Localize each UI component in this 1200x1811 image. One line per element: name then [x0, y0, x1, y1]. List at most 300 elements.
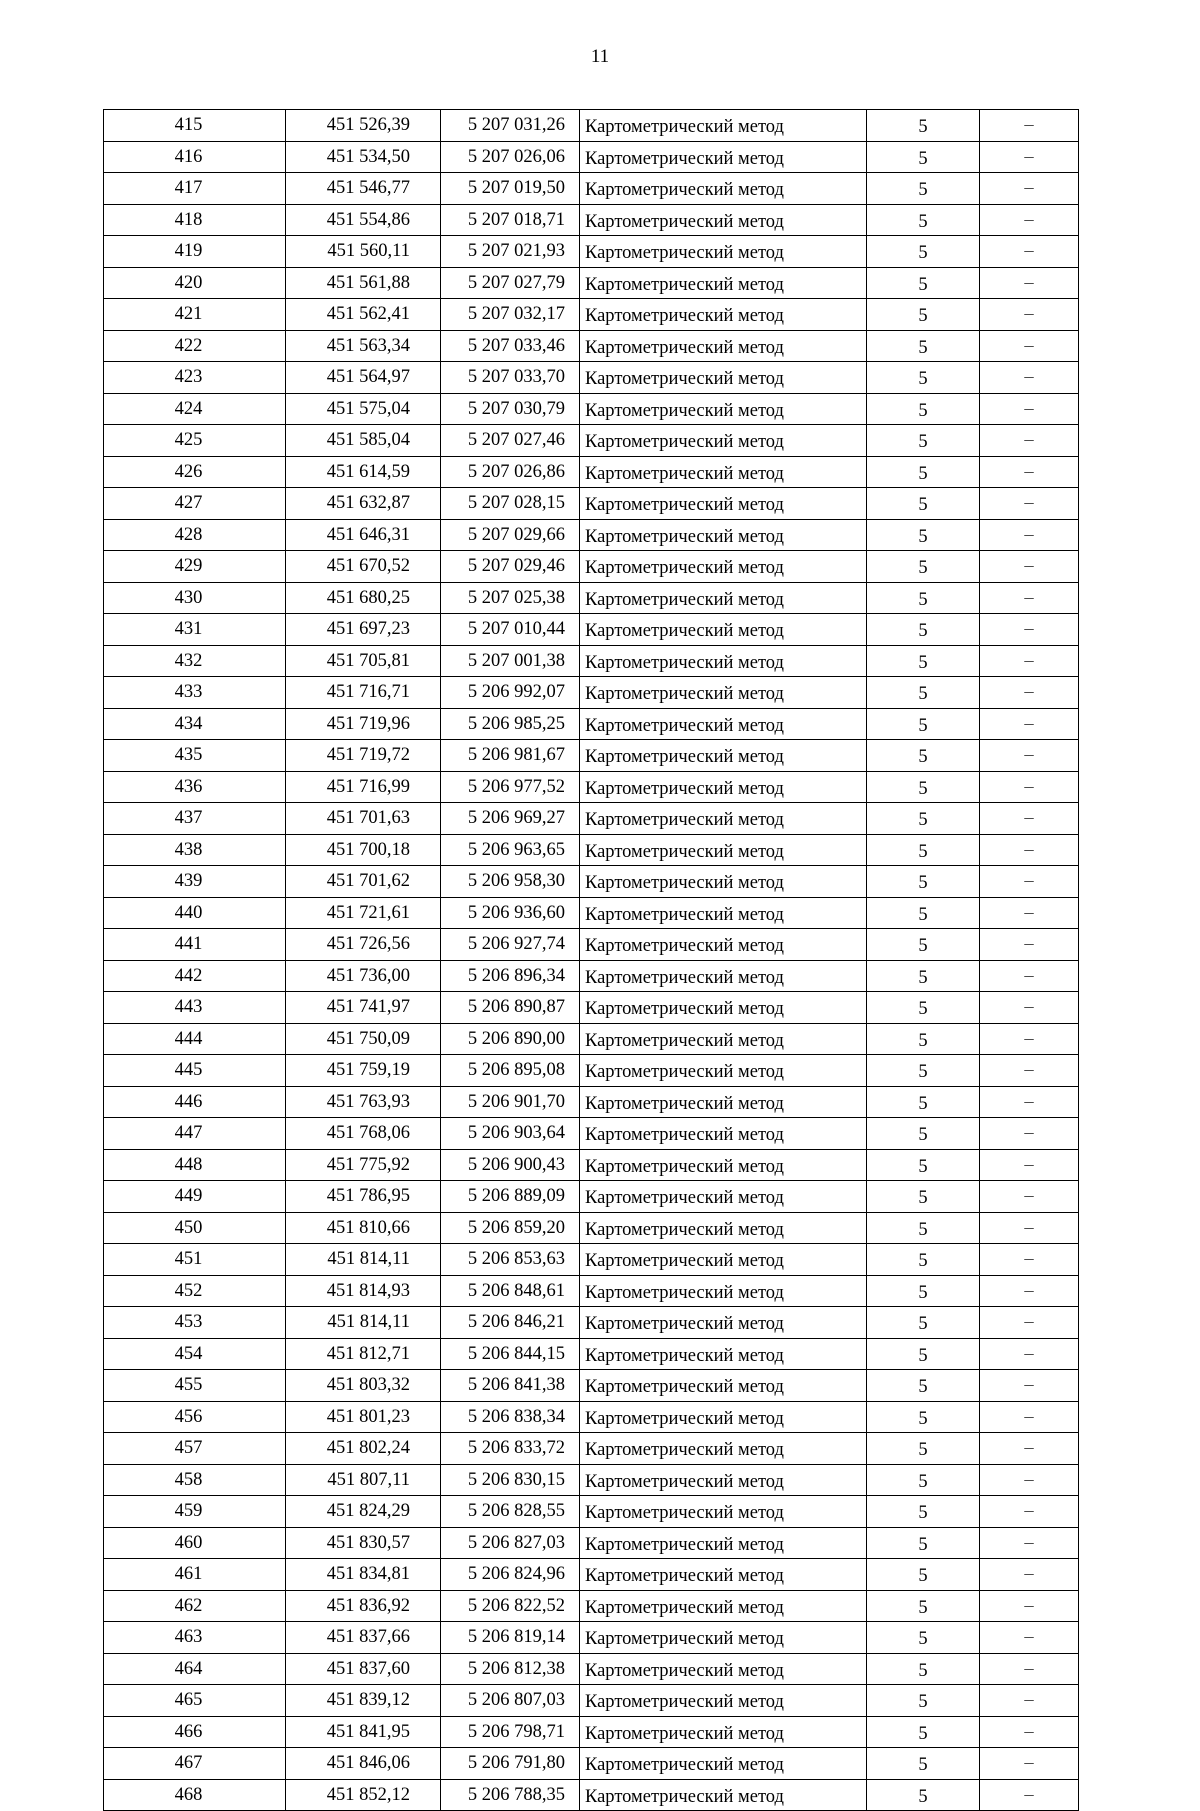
note-cell: –	[980, 1307, 1079, 1339]
method-cell: Картометрический метод	[580, 1181, 867, 1213]
method-cell: Картометрический метод	[580, 771, 867, 803]
x-coordinate-cell: 451 646,31	[286, 519, 441, 551]
y-coordinate-cell: 5 206 936,60	[441, 897, 580, 929]
method-cell: Картометрический метод	[580, 834, 867, 866]
note-cell: –	[980, 1055, 1079, 1087]
note-cell: –	[980, 1212, 1079, 1244]
accuracy-cell: 5	[867, 1118, 980, 1150]
method-cell: Картометрический метод	[580, 110, 867, 142]
method-cell: Картометрический метод	[580, 1086, 867, 1118]
x-coordinate-cell: 451 563,34	[286, 330, 441, 362]
point-number-cell: 426	[104, 456, 286, 488]
method-cell: Картометрический метод	[580, 1212, 867, 1244]
method-cell: Картометрический метод	[580, 708, 867, 740]
y-coordinate-cell: 5 206 977,52	[441, 771, 580, 803]
table-row	[104, 1653, 1079, 1685]
y-coordinate-cell: 5 206 903,64	[441, 1118, 580, 1150]
point-number-cell: 419	[104, 236, 286, 268]
note-cell: –	[980, 110, 1079, 142]
x-coordinate-cell: 451 575,04	[286, 393, 441, 425]
x-coordinate-cell: 451 534,50	[286, 141, 441, 173]
table-row	[104, 267, 1079, 299]
accuracy-cell: 5	[867, 1307, 980, 1339]
accuracy-cell: 5	[867, 1433, 980, 1465]
x-coordinate-cell: 451 614,59	[286, 456, 441, 488]
point-number-cell: 447	[104, 1118, 286, 1150]
table-row	[104, 614, 1079, 646]
point-number-cell: 433	[104, 677, 286, 709]
table-row	[104, 1212, 1079, 1244]
point-number-cell: 466	[104, 1716, 286, 1748]
y-coordinate-cell: 5 207 032,17	[441, 299, 580, 331]
method-cell: Картометрический метод	[580, 1118, 867, 1150]
accuracy-cell: 5	[867, 204, 980, 236]
accuracy-cell: 5	[867, 1055, 980, 1087]
point-number-cell: 423	[104, 362, 286, 394]
method-cell: Картометрический метод	[580, 1023, 867, 1055]
table-row	[104, 677, 1079, 709]
point-number-cell: 415	[104, 110, 286, 142]
table-row	[104, 1149, 1079, 1181]
y-coordinate-cell: 5 206 828,55	[441, 1496, 580, 1528]
point-number-cell: 424	[104, 393, 286, 425]
method-cell: Картометрический метод	[580, 1527, 867, 1559]
point-number-cell: 453	[104, 1307, 286, 1339]
y-coordinate-cell: 5 206 824,96	[441, 1559, 580, 1591]
accuracy-cell: 5	[867, 1748, 980, 1780]
table-row	[104, 110, 1079, 142]
note-cell: –	[980, 299, 1079, 331]
point-number-cell: 421	[104, 299, 286, 331]
point-number-cell: 442	[104, 960, 286, 992]
table-row	[104, 708, 1079, 740]
y-coordinate-cell: 5 207 026,86	[441, 456, 580, 488]
x-coordinate-cell: 451 716,99	[286, 771, 441, 803]
y-coordinate-cell: 5 206 958,30	[441, 866, 580, 898]
note-cell: –	[980, 708, 1079, 740]
method-cell: Картометрический метод	[580, 1338, 867, 1370]
accuracy-cell: 5	[867, 1338, 980, 1370]
note-cell: –	[980, 582, 1079, 614]
table-row	[104, 740, 1079, 772]
accuracy-cell: 5	[867, 1244, 980, 1276]
table-row	[104, 1338, 1079, 1370]
x-coordinate-cell: 451 716,71	[286, 677, 441, 709]
accuracy-cell: 5	[867, 173, 980, 205]
x-coordinate-cell: 451 836,92	[286, 1590, 441, 1622]
y-coordinate-cell: 5 206 819,14	[441, 1622, 580, 1654]
point-number-cell: 468	[104, 1779, 286, 1811]
y-coordinate-cell: 5 206 853,63	[441, 1244, 580, 1276]
y-coordinate-cell: 5 206 830,15	[441, 1464, 580, 1496]
point-number-cell: 430	[104, 582, 286, 614]
accuracy-cell: 5	[867, 1212, 980, 1244]
method-cell: Картометрический метод	[580, 1779, 867, 1811]
point-number-cell: 455	[104, 1370, 286, 1402]
table-row	[104, 393, 1079, 425]
note-cell: –	[980, 1338, 1079, 1370]
note-cell: –	[980, 1244, 1079, 1276]
y-coordinate-cell: 5 206 890,87	[441, 992, 580, 1024]
accuracy-cell: 5	[867, 1779, 980, 1811]
x-coordinate-cell: 451 701,62	[286, 866, 441, 898]
x-coordinate-cell: 451 846,06	[286, 1748, 441, 1780]
method-cell: Картометрический метод	[580, 204, 867, 236]
y-coordinate-cell: 5 207 027,46	[441, 425, 580, 457]
note-cell: –	[980, 551, 1079, 583]
point-number-cell: 452	[104, 1275, 286, 1307]
method-cell: Картометрический метод	[580, 1685, 867, 1717]
method-cell: Картометрический метод	[580, 960, 867, 992]
x-coordinate-cell: 451 775,92	[286, 1149, 441, 1181]
x-coordinate-cell: 451 670,52	[286, 551, 441, 583]
method-cell: Картометрический метод	[580, 1149, 867, 1181]
y-coordinate-cell: 5 206 838,34	[441, 1401, 580, 1433]
point-number-cell: 445	[104, 1055, 286, 1087]
note-cell: –	[980, 1149, 1079, 1181]
note-cell: –	[980, 1716, 1079, 1748]
method-cell: Картометрический метод	[580, 551, 867, 583]
point-number-cell: 431	[104, 614, 286, 646]
x-coordinate-cell: 451 841,95	[286, 1716, 441, 1748]
y-coordinate-cell: 5 207 010,44	[441, 614, 580, 646]
point-number-cell: 443	[104, 992, 286, 1024]
method-cell: Картометрический метод	[580, 1653, 867, 1685]
table-row	[104, 1559, 1079, 1591]
note-cell: –	[980, 1559, 1079, 1591]
x-coordinate-cell: 451 814,11	[286, 1244, 441, 1276]
table-row	[104, 1118, 1079, 1150]
point-number-cell: 464	[104, 1653, 286, 1685]
point-number-cell: 434	[104, 708, 286, 740]
x-coordinate-cell: 451 697,23	[286, 614, 441, 646]
accuracy-cell: 5	[867, 519, 980, 551]
page-number: 11	[590, 46, 610, 67]
method-cell: Картометрический метод	[580, 1275, 867, 1307]
x-coordinate-cell: 451 830,57	[286, 1527, 441, 1559]
method-cell: Картометрический метод	[580, 173, 867, 205]
accuracy-cell: 5	[867, 1464, 980, 1496]
table-row	[104, 1685, 1079, 1717]
method-cell: Картометрический метод	[580, 425, 867, 457]
table-row	[104, 236, 1079, 268]
accuracy-cell: 5	[867, 1622, 980, 1654]
y-coordinate-cell: 5 207 026,06	[441, 141, 580, 173]
accuracy-cell: 5	[867, 1401, 980, 1433]
method-cell: Картометрический метод	[580, 299, 867, 331]
accuracy-cell: 5	[867, 803, 980, 835]
table-row	[104, 204, 1079, 236]
point-number-cell: 439	[104, 866, 286, 898]
method-cell: Картометрический метод	[580, 393, 867, 425]
y-coordinate-cell: 5 206 859,20	[441, 1212, 580, 1244]
point-number-cell: 438	[104, 834, 286, 866]
table-row	[104, 645, 1079, 677]
x-coordinate-cell: 451 700,18	[286, 834, 441, 866]
method-cell: Картометрический метод	[580, 1464, 867, 1496]
accuracy-cell: 5	[867, 425, 980, 457]
x-coordinate-cell: 451 546,77	[286, 173, 441, 205]
table-row	[104, 173, 1079, 205]
point-number-cell: 441	[104, 929, 286, 961]
y-coordinate-cell: 5 206 927,74	[441, 929, 580, 961]
table-row	[104, 1086, 1079, 1118]
note-cell: –	[980, 614, 1079, 646]
x-coordinate-cell: 451 803,32	[286, 1370, 441, 1402]
y-coordinate-cell: 5 206 791,80	[441, 1748, 580, 1780]
note-cell: –	[980, 771, 1079, 803]
note-cell: –	[980, 236, 1079, 268]
note-cell: –	[980, 456, 1079, 488]
point-number-cell: 425	[104, 425, 286, 457]
x-coordinate-cell: 451 726,56	[286, 929, 441, 961]
x-coordinate-cell: 451 526,39	[286, 110, 441, 142]
point-number-cell: 465	[104, 1685, 286, 1717]
point-number-cell: 436	[104, 771, 286, 803]
method-cell: Картометрический метод	[580, 1401, 867, 1433]
y-coordinate-cell: 5 206 833,72	[441, 1433, 580, 1465]
table-row	[104, 1370, 1079, 1402]
note-cell: –	[980, 1685, 1079, 1717]
note-cell: –	[980, 1779, 1079, 1811]
note-cell: –	[980, 1181, 1079, 1213]
point-number-cell: 460	[104, 1527, 286, 1559]
table-row	[104, 1527, 1079, 1559]
note-cell: –	[980, 488, 1079, 520]
table-row	[104, 299, 1079, 331]
method-cell: Картометрический метод	[580, 1716, 867, 1748]
x-coordinate-cell: 451 554,86	[286, 204, 441, 236]
point-number-cell: 432	[104, 645, 286, 677]
x-coordinate-cell: 451 750,09	[286, 1023, 441, 1055]
accuracy-cell: 5	[867, 1716, 980, 1748]
table-row	[104, 1307, 1079, 1339]
table-row	[104, 960, 1079, 992]
accuracy-cell: 5	[867, 1527, 980, 1559]
accuracy-cell: 5	[867, 362, 980, 394]
accuracy-cell: 5	[867, 1181, 980, 1213]
point-number-cell: 435	[104, 740, 286, 772]
method-cell: Картометрический метод	[580, 582, 867, 614]
note-cell: –	[980, 393, 1079, 425]
table-row	[104, 834, 1079, 866]
point-number-cell: 449	[104, 1181, 286, 1213]
y-coordinate-cell: 5 206 807,03	[441, 1685, 580, 1717]
accuracy-cell: 5	[867, 960, 980, 992]
method-cell: Картометрический метод	[580, 236, 867, 268]
coordinates-table-body	[104, 110, 1079, 1811]
x-coordinate-cell: 451 680,25	[286, 582, 441, 614]
method-cell: Картометрический метод	[580, 456, 867, 488]
y-coordinate-cell: 5 206 798,71	[441, 1716, 580, 1748]
x-coordinate-cell: 451 701,63	[286, 803, 441, 835]
table-row	[104, 1496, 1079, 1528]
x-coordinate-cell: 451 719,96	[286, 708, 441, 740]
method-cell: Картометрический метод	[580, 362, 867, 394]
accuracy-cell: 5	[867, 267, 980, 299]
method-cell: Картометрический метод	[580, 141, 867, 173]
note-cell: –	[980, 677, 1079, 709]
note-cell: –	[980, 425, 1079, 457]
point-number-cell: 418	[104, 204, 286, 236]
y-coordinate-cell: 5 206 992,07	[441, 677, 580, 709]
y-coordinate-cell: 5 206 890,00	[441, 1023, 580, 1055]
note-cell: –	[980, 1275, 1079, 1307]
method-cell: Картометрический метод	[580, 803, 867, 835]
note-cell: –	[980, 992, 1079, 1024]
x-coordinate-cell: 451 741,97	[286, 992, 441, 1024]
x-coordinate-cell: 451 852,12	[286, 1779, 441, 1811]
table-row	[104, 1181, 1079, 1213]
x-coordinate-cell: 451 705,81	[286, 645, 441, 677]
method-cell: Картометрический метод	[580, 267, 867, 299]
method-cell: Картометрический метод	[580, 740, 867, 772]
note-cell: –	[980, 1527, 1079, 1559]
method-cell: Картометрический метод	[580, 1496, 867, 1528]
table-row	[104, 1055, 1079, 1087]
point-number-cell: 457	[104, 1433, 286, 1465]
x-coordinate-cell: 451 837,60	[286, 1653, 441, 1685]
point-number-cell: 458	[104, 1464, 286, 1496]
accuracy-cell: 5	[867, 1149, 980, 1181]
accuracy-cell: 5	[867, 393, 980, 425]
accuracy-cell: 5	[867, 236, 980, 268]
x-coordinate-cell: 451 807,11	[286, 1464, 441, 1496]
point-number-cell: 422	[104, 330, 286, 362]
accuracy-cell: 5	[867, 1496, 980, 1528]
accuracy-cell: 5	[867, 1685, 980, 1717]
accuracy-cell: 5	[867, 929, 980, 961]
method-cell: Картометрический метод	[580, 992, 867, 1024]
note-cell: –	[980, 1464, 1079, 1496]
x-coordinate-cell: 451 763,93	[286, 1086, 441, 1118]
table-row	[104, 803, 1079, 835]
x-coordinate-cell: 451 585,04	[286, 425, 441, 457]
y-coordinate-cell: 5 206 827,03	[441, 1527, 580, 1559]
x-coordinate-cell: 451 786,95	[286, 1181, 441, 1213]
x-coordinate-cell: 451 834,81	[286, 1559, 441, 1591]
table-row	[104, 866, 1079, 898]
note-cell: –	[980, 267, 1079, 299]
note-cell: –	[980, 834, 1079, 866]
accuracy-cell: 5	[867, 1275, 980, 1307]
note-cell: –	[980, 1118, 1079, 1150]
x-coordinate-cell: 451 810,66	[286, 1212, 441, 1244]
y-coordinate-cell: 5 206 981,67	[441, 740, 580, 772]
accuracy-cell: 5	[867, 740, 980, 772]
point-number-cell: 462	[104, 1590, 286, 1622]
note-cell: –	[980, 645, 1079, 677]
x-coordinate-cell: 451 561,88	[286, 267, 441, 299]
y-coordinate-cell: 5 207 021,93	[441, 236, 580, 268]
accuracy-cell: 5	[867, 488, 980, 520]
y-coordinate-cell: 5 207 001,38	[441, 645, 580, 677]
table-row	[104, 519, 1079, 551]
note-cell: –	[980, 1433, 1079, 1465]
table-row	[104, 456, 1079, 488]
y-coordinate-cell: 5 206 841,38	[441, 1370, 580, 1402]
accuracy-cell: 5	[867, 771, 980, 803]
note-cell: –	[980, 1086, 1079, 1118]
accuracy-cell: 5	[867, 330, 980, 362]
y-coordinate-cell: 5 206 822,52	[441, 1590, 580, 1622]
note-cell: –	[980, 960, 1079, 992]
table-row	[104, 897, 1079, 929]
x-coordinate-cell: 451 814,11	[286, 1307, 441, 1339]
x-coordinate-cell: 451 736,00	[286, 960, 441, 992]
y-coordinate-cell: 5 207 029,66	[441, 519, 580, 551]
point-number-cell: 417	[104, 173, 286, 205]
method-cell: Картометрический метод	[580, 1370, 867, 1402]
y-coordinate-cell: 5 206 848,61	[441, 1275, 580, 1307]
point-number-cell: 416	[104, 141, 286, 173]
table-row	[104, 551, 1079, 583]
point-number-cell: 450	[104, 1212, 286, 1244]
table-row	[104, 1716, 1079, 1748]
y-coordinate-cell: 5 206 889,09	[441, 1181, 580, 1213]
y-coordinate-cell: 5 206 901,70	[441, 1086, 580, 1118]
y-coordinate-cell: 5 207 027,79	[441, 267, 580, 299]
x-coordinate-cell: 451 801,23	[286, 1401, 441, 1433]
method-cell: Картометрический метод	[580, 488, 867, 520]
table-row	[104, 141, 1079, 173]
method-cell: Картометрический метод	[580, 1559, 867, 1591]
x-coordinate-cell: 451 824,29	[286, 1496, 441, 1528]
x-coordinate-cell: 451 839,12	[286, 1685, 441, 1717]
point-number-cell: 467	[104, 1748, 286, 1780]
method-cell: Картометрический метод	[580, 866, 867, 898]
table-row	[104, 362, 1079, 394]
y-coordinate-cell: 5 206 896,34	[441, 960, 580, 992]
table-row	[104, 1401, 1079, 1433]
y-coordinate-cell: 5 207 030,79	[441, 393, 580, 425]
table-row	[104, 330, 1079, 362]
note-cell: –	[980, 866, 1079, 898]
y-coordinate-cell: 5 207 029,46	[441, 551, 580, 583]
y-coordinate-cell: 5 207 033,46	[441, 330, 580, 362]
y-coordinate-cell: 5 206 900,43	[441, 1149, 580, 1181]
x-coordinate-cell: 451 802,24	[286, 1433, 441, 1465]
accuracy-cell: 5	[867, 551, 980, 583]
accuracy-cell: 5	[867, 897, 980, 929]
table-row	[104, 1622, 1079, 1654]
table-row	[104, 1244, 1079, 1276]
table-row	[104, 1748, 1079, 1780]
accuracy-cell: 5	[867, 110, 980, 142]
method-cell: Картометрический метод	[580, 645, 867, 677]
point-number-cell: 451	[104, 1244, 286, 1276]
point-number-cell: 440	[104, 897, 286, 929]
point-number-cell: 454	[104, 1338, 286, 1370]
x-coordinate-cell: 451 721,61	[286, 897, 441, 929]
y-coordinate-cell: 5 206 846,21	[441, 1307, 580, 1339]
y-coordinate-cell: 5 207 031,26	[441, 110, 580, 142]
table-row	[104, 1023, 1079, 1055]
table-row	[104, 582, 1079, 614]
point-number-cell: 444	[104, 1023, 286, 1055]
note-cell: –	[980, 1401, 1079, 1433]
x-coordinate-cell: 451 812,71	[286, 1338, 441, 1370]
accuracy-cell: 5	[867, 141, 980, 173]
point-number-cell: 420	[104, 267, 286, 299]
y-coordinate-cell: 5 206 812,38	[441, 1653, 580, 1685]
note-cell: –	[980, 1023, 1079, 1055]
accuracy-cell: 5	[867, 1653, 980, 1685]
accuracy-cell: 5	[867, 1370, 980, 1402]
x-coordinate-cell: 451 814,93	[286, 1275, 441, 1307]
accuracy-cell: 5	[867, 677, 980, 709]
accuracy-cell: 5	[867, 1023, 980, 1055]
